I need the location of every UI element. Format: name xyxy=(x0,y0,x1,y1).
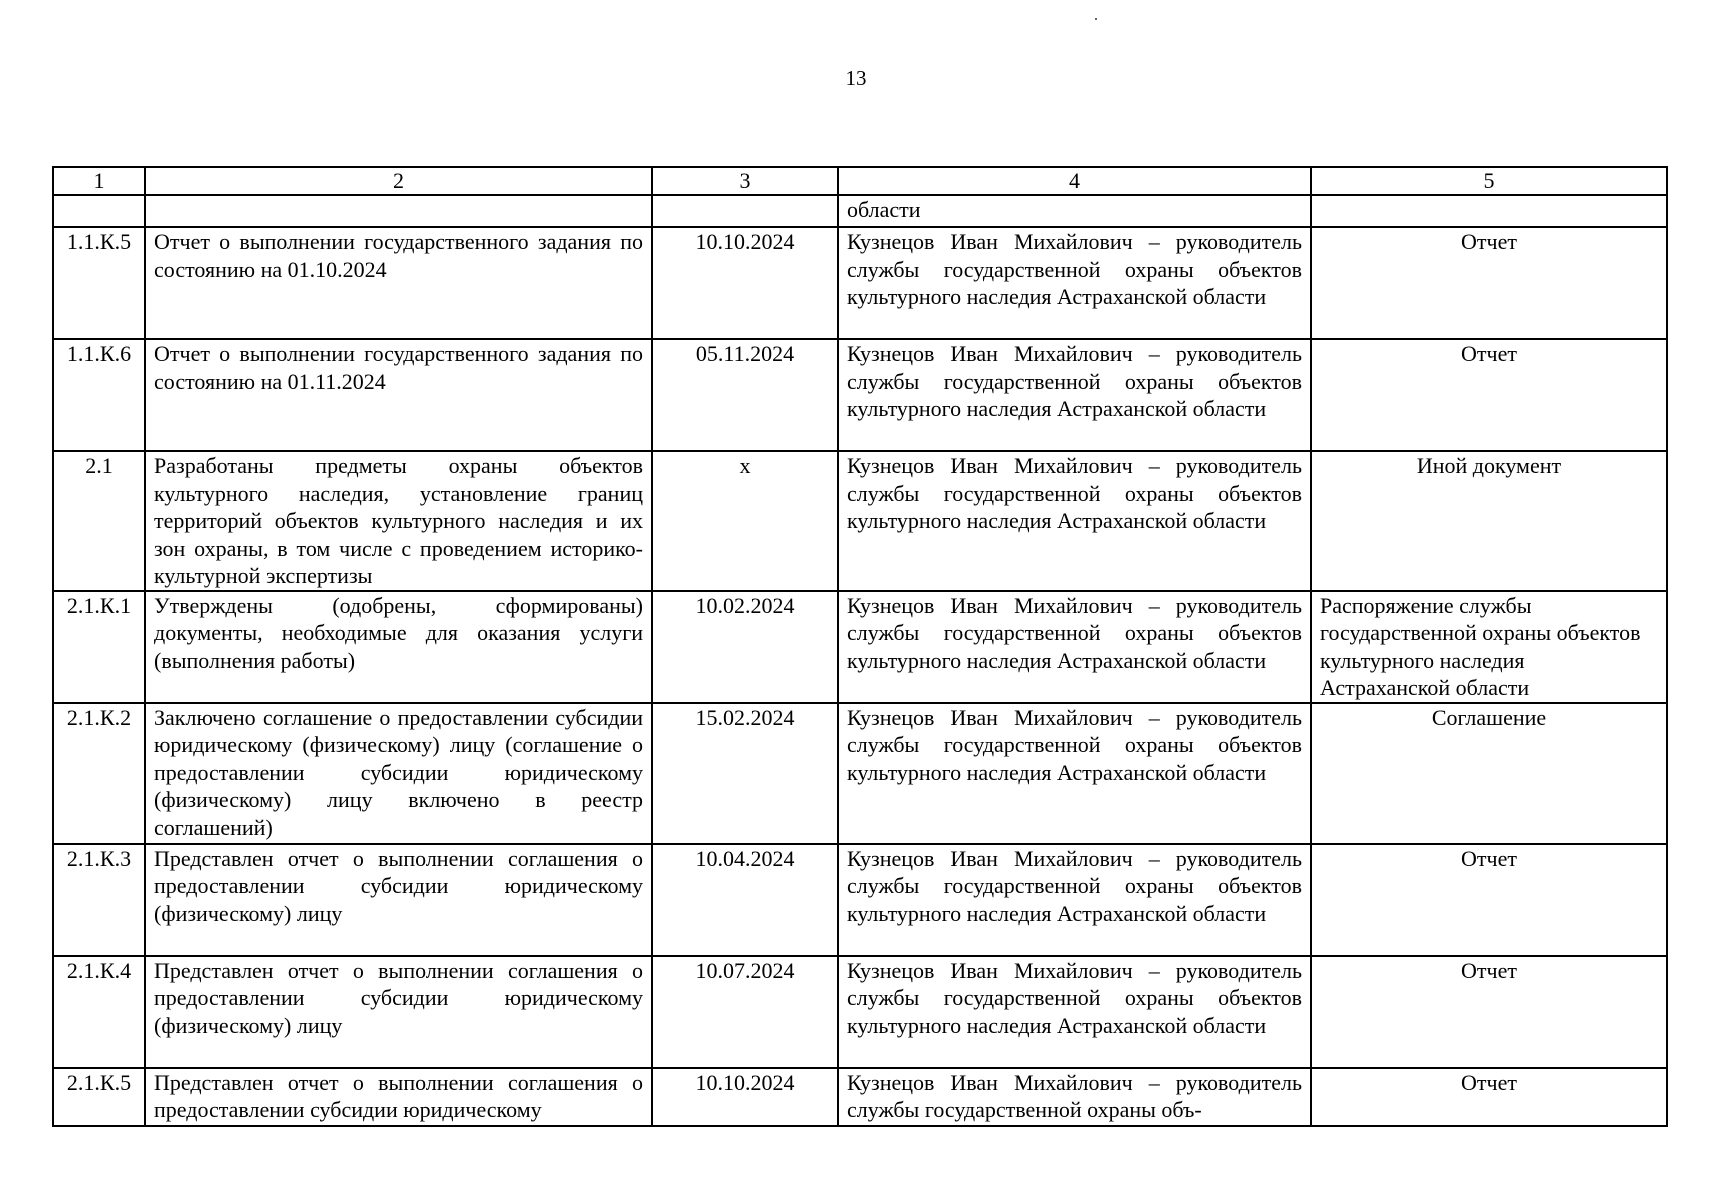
page-number: 13 xyxy=(845,66,867,90)
date-cell: 10.04.2024 xyxy=(652,844,838,956)
row-number-cell: 2.1.К.3 xyxy=(53,844,145,956)
responsible-cell: Кузнецов Иван Михайлович – руководитель службы государственной охраны объектов культурного наследия Астраханской области xyxy=(838,227,1311,339)
description-cell: Разработаны предметы охраны объектов культурного наследия, установление границ территорий объектов культурного наследия и их зон охраны, в том числе с проведением историко-культурной экспертизы xyxy=(145,451,652,591)
table-row xyxy=(53,1068,1667,1126)
description-cell: Представлен отчет о выполнении соглашения о предоставлении субсидии юридическому (физическому) лицу xyxy=(145,956,652,1068)
document-type-cell: Отчет xyxy=(1311,339,1667,451)
row-number-cell: 2.1.К.5 xyxy=(53,1068,145,1126)
column-header-4: 4 xyxy=(838,167,1311,195)
description-cell: Отчет о выполнении государственного задания по состоянию на 01.10.2024 xyxy=(145,227,652,339)
document-type-cell: Иной документ xyxy=(1311,451,1667,591)
column-header-2: 2 xyxy=(145,167,652,195)
row-number-cell: 1.1.К.6 xyxy=(53,339,145,451)
table-row xyxy=(53,227,1667,339)
description-cell: Представлен отчет о выполнении соглашения о предоставлении субсидии юридическому xyxy=(145,1068,652,1126)
date-cell: 10.10.2024 xyxy=(652,227,838,339)
column-header-1: 1 xyxy=(53,167,145,195)
description-cell xyxy=(145,195,652,227)
responsible-cell: Кузнецов Иван Михайлович – руководитель службы государственной охраны объектов культурного наследия Астраханской области xyxy=(838,703,1311,844)
table-header-row xyxy=(53,167,1667,195)
table-row xyxy=(53,956,1667,1068)
row-number-cell: 2.1 xyxy=(53,451,145,591)
row-number-cell: 1.1.К.5 xyxy=(53,227,145,339)
responsible-cell: Кузнецов Иван Михайлович – руководитель службы государственной охраны объ- xyxy=(838,1068,1311,1126)
row-number-cell: 2.1.К.2 xyxy=(53,703,145,844)
responsible-cell: Кузнецов Иван Михайлович – руководитель службы государственной охраны объектов культурного наследия Астраханской области xyxy=(838,591,1311,703)
description-cell: Заключено соглашение о предоставлении субсидии юридическому (физическому) лицу (соглашение о предоставлении субсидии юридическому (физическому) лицу включено в реестр соглашений) xyxy=(145,703,652,844)
scan-speck xyxy=(1095,18,1097,20)
table-row xyxy=(53,339,1667,451)
table-row xyxy=(53,591,1667,703)
table-row xyxy=(53,195,1667,227)
document-type-cell: Распоряжение службы государственной охраны объектов культурного наследия Астраханской области xyxy=(1311,591,1667,703)
document-type-cell: Отчет xyxy=(1311,956,1667,1068)
table-row xyxy=(53,703,1667,844)
date-cell: 05.11.2024 xyxy=(652,339,838,451)
responsible-cell: Кузнецов Иван Михайлович – руководитель службы государственной охраны объектов культурного наследия Астраханской области xyxy=(838,451,1311,591)
description-cell: Утверждены (одобрены, сформированы) документы, необходимые для оказания услуги (выполнения работы) xyxy=(145,591,652,703)
table-row xyxy=(53,844,1667,956)
description-cell: Представлен отчет о выполнении соглашения о предоставлении субсидии юридическому (физическому) лицу xyxy=(145,844,652,956)
row-number-cell: 2.1.К.4 xyxy=(53,956,145,1068)
row-number-cell xyxy=(53,195,145,227)
document-type-cell: Отчет xyxy=(1311,844,1667,956)
row-number-cell: 2.1.К.1 xyxy=(53,591,145,703)
description-cell: Отчет о выполнении государственного задания по состоянию на 01.11.2024 xyxy=(145,339,652,451)
document-type-cell: Соглашение xyxy=(1311,703,1667,844)
responsible-cell: Кузнецов Иван Михайлович – руководитель службы государственной охраны объектов культурного наследия Астраханской области xyxy=(838,339,1311,451)
date-cell: 10.07.2024 xyxy=(652,956,838,1068)
document-type-cell xyxy=(1311,195,1667,227)
date-cell xyxy=(652,195,838,227)
responsible-cell: Кузнецов Иван Михайлович – руководитель службы государственной охраны объектов культурного наследия Астраханской области xyxy=(838,956,1311,1068)
date-cell: х xyxy=(652,451,838,591)
column-header-5: 5 xyxy=(1311,167,1667,195)
responsible-cell: области xyxy=(838,195,1311,227)
date-cell: 10.10.2024 xyxy=(652,1068,838,1126)
date-cell: 10.02.2024 xyxy=(652,591,838,703)
table-row xyxy=(53,451,1667,591)
document-type-cell: Отчет xyxy=(1311,227,1667,339)
document-type-cell: Отчет xyxy=(1311,1068,1667,1126)
date-cell: 15.02.2024 xyxy=(652,703,838,844)
activities-table xyxy=(52,166,1668,1127)
column-header-3: 3 xyxy=(652,167,838,195)
responsible-cell: Кузнецов Иван Михайлович – руководитель службы государственной охраны объектов культурного наследия Астраханской области xyxy=(838,844,1311,956)
